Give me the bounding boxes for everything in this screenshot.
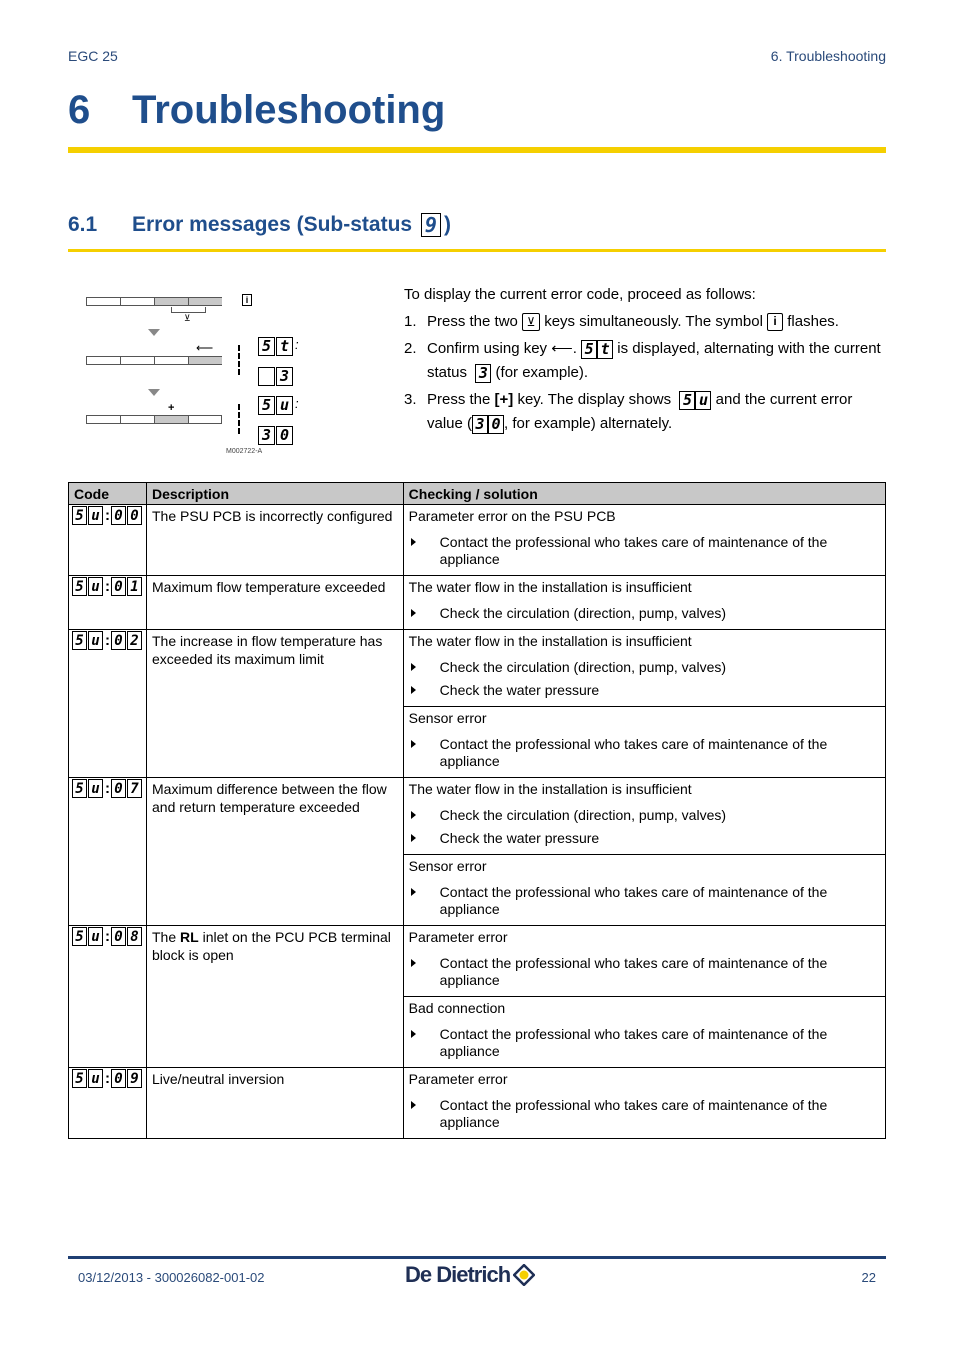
alternate-loop-icon bbox=[238, 404, 252, 434]
display-digit: 2 bbox=[127, 631, 142, 650]
table-row bbox=[69, 630, 886, 778]
error-code-cell bbox=[69, 1068, 147, 1139]
table-header-row bbox=[69, 483, 886, 505]
error-code-display: 5 u : 0 7 bbox=[72, 779, 143, 798]
solution-item: Contact the professional who takes care of maintenance of the appliance bbox=[409, 955, 880, 989]
bullet-arrow-icon bbox=[409, 605, 440, 622]
section-number: 6.1 bbox=[68, 213, 98, 236]
solution-block bbox=[404, 1068, 885, 1138]
error-solution bbox=[403, 926, 885, 1068]
bullet-arrow-icon bbox=[409, 659, 440, 676]
solution-block bbox=[404, 707, 885, 777]
display-digit: 0 bbox=[111, 631, 126, 650]
down-arrow-icon bbox=[148, 329, 160, 336]
error-code-display: 5 u : 0 1 bbox=[72, 577, 143, 596]
solution-block bbox=[404, 576, 885, 629]
display-digit: 8 bbox=[127, 927, 142, 946]
table-row bbox=[69, 505, 886, 576]
error-description: Maximum difference between the flow and return temperature exceeded bbox=[147, 778, 404, 926]
col-solution: Checking / solution bbox=[403, 483, 885, 505]
solution-block bbox=[404, 997, 885, 1067]
col-code: Code bbox=[69, 483, 147, 505]
solution-item: Contact the professional who takes care of maintenance of the appliance bbox=[409, 884, 880, 918]
bullet-arrow-icon bbox=[409, 682, 440, 699]
bullet-arrow-icon bbox=[409, 807, 440, 824]
chimney-key-icon: ⊻ bbox=[522, 313, 540, 331]
solution-block bbox=[404, 855, 885, 925]
display-digit: 0 bbox=[111, 927, 126, 946]
solution-item: Check the water pressure bbox=[409, 682, 880, 699]
table-row bbox=[69, 926, 886, 1068]
error-solution bbox=[403, 1068, 885, 1139]
error-description: The PSU PCB is incorrectly configured bbox=[147, 505, 404, 576]
display-digit: 9 bbox=[127, 1069, 142, 1088]
bullet-arrow-icon bbox=[409, 534, 440, 568]
display-digit: u bbox=[88, 506, 103, 525]
error-code-display: 5 u : 0 0 bbox=[72, 506, 143, 525]
cause-title: The water flow in the installation is insufficient bbox=[408, 579, 692, 595]
solution-block bbox=[404, 778, 885, 855]
instruction-steps bbox=[404, 310, 886, 439]
status-digit: 9 bbox=[421, 213, 441, 237]
keypad-bar-2 bbox=[86, 356, 222, 365]
error-description: The RL inlet on the PCU PCB terminal block is open bbox=[147, 926, 404, 1068]
footer-doc-ref: 03/12/2013 - 300026082-001-02 bbox=[78, 1270, 265, 1285]
step-2: 2. Confirm using key ⟵. 5 t is displayed, alternating with the current status 3 (for example). bbox=[404, 339, 885, 382]
error-description: Maximum flow temperature exceeded bbox=[147, 576, 404, 630]
step-1: 1. Press the two ⊻ keys simultaneously. The symbol i flashes. bbox=[404, 313, 839, 330]
display-digit: 5 bbox=[72, 1069, 87, 1088]
solution-item: Check the water pressure bbox=[409, 830, 880, 847]
error-table bbox=[68, 482, 886, 1139]
display-digit: u bbox=[88, 631, 103, 650]
page-number: 22 bbox=[861, 1270, 876, 1285]
table-row bbox=[69, 1068, 886, 1139]
solution-block bbox=[404, 630, 885, 707]
cause-title: Sensor error bbox=[408, 858, 487, 874]
chimney-key-icon: ⊻ bbox=[184, 313, 191, 323]
cause-title: The water flow in the installation is insufficient bbox=[408, 781, 692, 797]
display-digit: 5 bbox=[72, 506, 87, 525]
error-code-cell bbox=[69, 630, 147, 778]
error-description: The increase in flow temperature has exceeded its maximum limit bbox=[147, 630, 404, 778]
display-digit: 7 bbox=[127, 779, 142, 798]
footer-rule bbox=[68, 1256, 886, 1259]
cause-title: The water flow in the installation is insufficient bbox=[408, 633, 692, 649]
error-code-display: 5 u : 0 8 bbox=[72, 927, 143, 946]
info-icon: i bbox=[767, 313, 783, 331]
display-digit: 0 bbox=[111, 506, 126, 525]
down-arrow-icon bbox=[148, 389, 160, 396]
display-digit: u bbox=[88, 927, 103, 946]
enter-key-icon: ⟵ bbox=[551, 340, 573, 357]
solution-item: Contact the professional who takes care of maintenance of the appliance bbox=[409, 1097, 880, 1131]
info-flash-icon: i bbox=[238, 291, 256, 309]
display-digit: 5 bbox=[72, 631, 87, 650]
table-row bbox=[69, 576, 886, 630]
bullet-arrow-icon bbox=[409, 830, 440, 847]
section-title-close: ) bbox=[443, 213, 451, 236]
display-su: 5 u bbox=[258, 396, 294, 415]
bullet-arrow-icon bbox=[409, 736, 440, 770]
chapter-title-text: Troubleshooting bbox=[132, 88, 446, 132]
display-digit: 0 bbox=[111, 1069, 126, 1088]
display-digit: 0 bbox=[111, 779, 126, 798]
section-rule bbox=[68, 249, 886, 252]
solution-item: Contact the professional who takes care of maintenance of the appliance bbox=[409, 534, 880, 568]
error-solution bbox=[403, 630, 885, 778]
cause-title: Parameter error on the PSU PCB bbox=[408, 508, 616, 524]
error-description: Live/neutral inversion bbox=[147, 1068, 404, 1139]
bullet-arrow-icon bbox=[409, 1097, 440, 1131]
cause-title: Parameter error bbox=[408, 929, 508, 945]
step-3: 3. Press the [+] key. The display shows 5 u and the current error value ( 3 0 , for example) alternately. bbox=[404, 390, 857, 433]
display-st: 5 t bbox=[258, 337, 294, 356]
bullet-arrow-icon bbox=[409, 884, 440, 918]
solution-item: Check the circulation (direction, pump, valves) bbox=[409, 807, 880, 824]
alternate-loop-icon bbox=[238, 345, 252, 375]
solution-item: Contact the professional who takes care of maintenance of the appliance bbox=[409, 736, 880, 770]
display-error-value: 3 0 bbox=[258, 426, 294, 445]
error-solution bbox=[403, 778, 885, 926]
figure-reference: M002722-A bbox=[226, 448, 263, 455]
section-title-text: Error messages (Sub-status bbox=[132, 213, 418, 236]
display-digit: u bbox=[88, 779, 103, 798]
display-digit: 1 bbox=[127, 577, 142, 596]
display-digit: u bbox=[88, 1069, 103, 1088]
error-code-cell bbox=[69, 505, 147, 576]
error-solution bbox=[403, 505, 885, 576]
bullet-arrow-icon bbox=[409, 955, 440, 989]
brand-diamond-icon bbox=[513, 1264, 535, 1286]
header-doc-name: EGC 25 bbox=[68, 48, 118, 64]
display-digit: u bbox=[88, 577, 103, 596]
header-section-ref: 6. Troubleshooting bbox=[770, 48, 886, 64]
error-solution bbox=[403, 576, 885, 630]
keypad-bar-1 bbox=[86, 297, 222, 306]
error-code-cell bbox=[69, 778, 147, 926]
col-description: Description bbox=[147, 483, 404, 505]
error-code-cell bbox=[69, 926, 147, 1068]
display-digit: 5 bbox=[72, 577, 87, 596]
error-code-display: 5 u : 0 9 bbox=[72, 1069, 143, 1088]
solution-block bbox=[404, 505, 885, 575]
brand-logo: De Dietrich bbox=[405, 1262, 535, 1288]
plus-key-label: + bbox=[168, 402, 175, 414]
chapter-rule bbox=[68, 147, 886, 153]
keypad-bar-3 bbox=[86, 415, 222, 424]
bullet-arrow-icon bbox=[409, 1026, 440, 1060]
enter-key-icon: ⟵ bbox=[196, 341, 214, 355]
cause-title: Sensor error bbox=[408, 710, 487, 726]
error-code-cell bbox=[69, 576, 147, 630]
solution-item: Check the circulation (direction, pump, valves) bbox=[409, 605, 880, 622]
solution-item: Contact the professional who takes care of maintenance of the appliance bbox=[409, 1026, 880, 1060]
display-digit: 0 bbox=[111, 577, 126, 596]
keypad-diagram: ⊻ i ⟵ 5 t : 3 + 5 u : 3 0 M002722-A bbox=[86, 285, 306, 460]
display-digit: 5 bbox=[72, 779, 87, 798]
table-row bbox=[69, 778, 886, 926]
cause-title: Parameter error bbox=[408, 1071, 508, 1087]
solution-item: Check the circulation (direction, pump, valves) bbox=[409, 659, 880, 676]
solution-block bbox=[404, 926, 885, 997]
display-digit: 5 bbox=[72, 927, 87, 946]
display-status: 3 bbox=[258, 367, 294, 386]
section-title bbox=[68, 213, 451, 237]
cause-title: Bad connection bbox=[408, 1000, 506, 1016]
error-code-display: 5 u : 0 2 bbox=[72, 631, 143, 650]
chapter-title bbox=[68, 88, 445, 133]
display-digit: 0 bbox=[127, 506, 142, 525]
chapter-number: 6 bbox=[68, 88, 91, 132]
intro-text: To display the current error code, proceed as follows: bbox=[404, 286, 756, 303]
